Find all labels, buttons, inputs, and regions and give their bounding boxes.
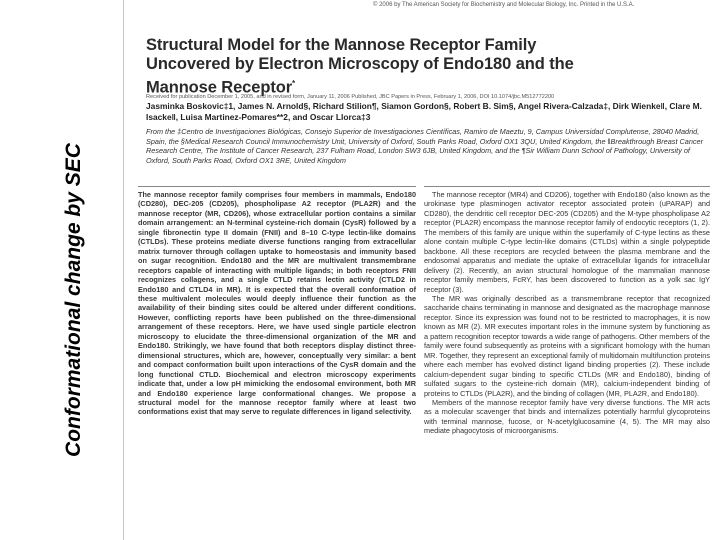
slide-side-label: Conformational change by SEC (62, 143, 85, 457)
author-list: Jasminka Boskovic‡1, James N. Arnold§, Richard Stilion¶, Siamon Gordon§, Robert B. Sim§, Angel Rivera-Calzada‡, Dirk Wienke‖, Clare M. Isacke‖, Luisa Martinez-Pomares**2, and Oscar Llorca‡3 (146, 101, 702, 122)
affiliations: From the ‡Centro de Investigaciones Biológicas, Consejo Superior de Investigaciones Científicas, Ramiro de Maeztu, 9, Campus Universidad Complutense, 28040 Madrid, Spain, the §Medical Research Council Immunochemistry Unit, University of Oxford, South Parks Road, Oxford OX1 3QU, United Kingdom, the ‖Breakthrough Breast Cancer Research Centre, The Institute of Cancer Research, 237 Fulham Road, London SW3 6JB, United Kingdom, and the ¶Sir William Dunn School of Pathology, University of Oxford, South Parks Road, Oxford OX1 3RE, United Kingdom (146, 127, 704, 165)
body-paragraph-2: The MR was originally described as a transmembrane receptor that recognized saccharide chains terminating in mannose and designated as the macrophage mannose receptor. Since its expression was found not to be restricted to macrophages, it is now known as MR (2). MR executes important roles in the immune system by functioning as a pattern recognition receptor towards a wide range of pathogens. Other members of the family were found subsequently as proteins with a significant homology with the human MR. Together, they represent an exceptional family of multidomain multifunction proteins where each member has evolved distinct ligand binding properties (2). These include calcium-dependent sugar binding to specific CTLDs (MR and Endo180), binding of sulfated sugars to the cysteine-rich domain (MR), calcium-independent binding of proteins to CTLDs (PLA2R), and the binding of collagen (MR, PLA2R, and Endo180). (424, 293, 710, 398)
paper-title-footnote-mark: * (292, 79, 296, 88)
abstract-rule (138, 186, 416, 187)
paper-title-text: Structural Model for the Mannose Receptor Family Uncovered by Electron Microscopy of Endo180 and the Mannose Receptor (146, 36, 574, 97)
abstract-text: The mannose receptor family comprises four members in mammals, Endo180 (CD280), DEC-205 (CD205), phospholipase A2 receptor (PLA2R) and the mannose receptor (MR, CD206), whose extracellular portion contains a similar domain arrangement: an N-terminal cysteine-rich domain (CysR) followed by a single fibronectin type II domain (FNII) and 8–10 C-type lectin-like domains (CTLDs). These proteins mediate diverse functions ranging from extracellular matrix turnover through collagen uptake to homeostasis and immunity based on sugar recognition. Endo180 and the MR are multivalent transmembrane receptors capable of interacting with multiple ligands; in both receptors FNII recognizes collagens, and a single CTLD retains lectin activity (CTLD2 in Endo180 and CTLD4 in MR). It is expected that the overall conformation of these multivalent molecules would deeply influence their function as the availability of their binding sites could be altered under different conditions. However, conflicting reports have been published on the three-dimensional arrangement of these receptors. Here, we have used single particle electron microscopy to elucidate the three-dimensional organization of the MR and Endo180. Strikingly, we have found that both receptors display distinct three-dimensional structures, which are, however, conceptually very similar: a bent and compact conformation built upon interactions of the CysR domain and the long functional CTLD. Biochemical and electron microscopy experiments indicate that, under a low pH mimicking the endosomal environment, both MR and Endo180 experience large conformational changes. We propose a structural model for the mannose receptor family where at least two conformations exist that may serve to regulate differences in ligand selectivity. (138, 190, 416, 417)
page-divider (123, 0, 124, 540)
body-rule (424, 186, 710, 187)
body-paragraph-3: Members of the mannose receptor family have very diverse functions. The MR acts as a molecular scavenger that binds and internalizes potentially harmful glycoproteins with terminal mannose, fucose, or N-acetylglucosamine (4, 5). The MR may also mediate phagocytosis of microorganisms. (424, 397, 710, 436)
paper-page (128, 0, 720, 540)
copyright-line: © 2006 by The American Society for Biochemistry and Molecular Biology, Inc. Printed in the U.S.A. (373, 2, 635, 8)
abstract-column (138, 190, 416, 417)
paper-title (146, 36, 616, 98)
received-line: Received for publication December 1, 2005, and in revised form, January 11, 2006 Published, JBC Papers in Press, February 1, 2006, DOI 10.1074/jbc.M512772200 (146, 94, 555, 100)
body-column (424, 190, 710, 436)
body-paragraph-1: The mannose receptor (MR4) and CD206), together with Endo180 (also known as the urokinase type plasminogen activator receptor associated protein (uPARAP) and CD280), the dendritic cell receptor DEC-205 (CD205) and the M-type phospholipase A2 receptor (PLA2R) encompass the mannose receptor family of endocytic receptors (1, 2). The members of this family are unique within the superfamily of C-type lectins as these alone contain multiple C-type lectin-like domains (CTLDs) within a single polypeptide backbone. All these receptors are recycled between the plasma membrane and the endosomal apparatus and mediate the uptake of extracellular ligands for intracellular delivery (2). Recently, an avian structural homologue of the mammalian mannose receptor family members, FcRY, has been discovered to function as a yolk sac IgY receptor (3). (424, 190, 710, 294)
